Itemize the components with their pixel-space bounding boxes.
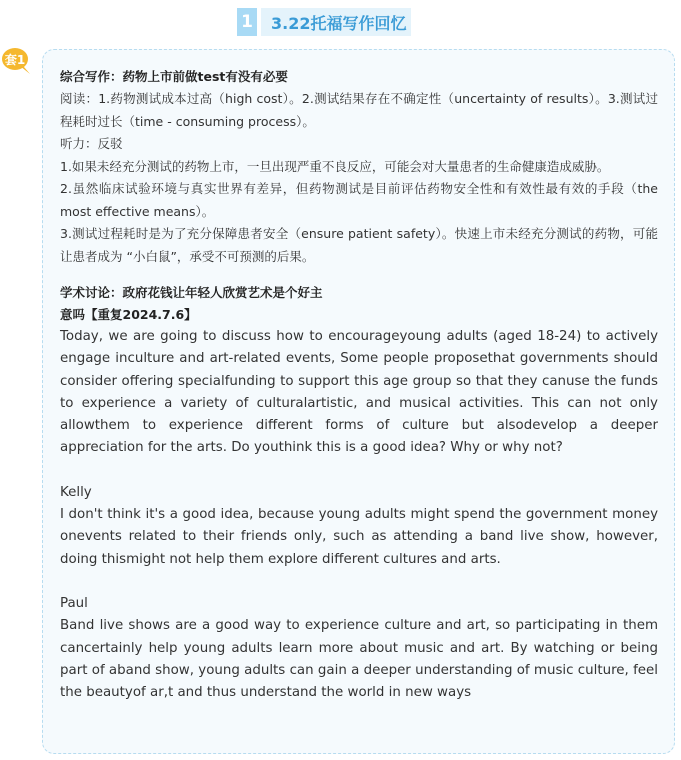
- tab-tag-icon: [0, 46, 32, 76]
- student-name: Kelly: [60, 484, 92, 500]
- integrated-writing-title: 综合写作：药物上市前做test有没有必要: [60, 69, 288, 84]
- student-response: Band live shows are a good way to experience culture and art, so participating in them cancertainly help young adults learn more about music and art. By watching or being part of aband show, young adults can gain a deeper understanding of music culture, feel the beautyof ar,t and thus understand the world in new ways: [60, 618, 658, 701]
- reading-summary: 阅读：1.药物测试成本过高（high cost）。2.测试结果存在不确定性（uncertainty of results）。3.测试过程耗时过长（time - consuming process）。: [60, 91, 658, 129]
- professor-prompt: Today, we are going to discuss how to encourageyoung adults (aged 18-24) to actively engage inculture and art-related events, Some people proposethat governments should consider offering specialfunding to support this age group so that they canuse the funds to experience a variety of culturalartistic, and musical activities. This can not only allowthem to experience different forms of culture but alsodevelop a deeper appreciation for the arts. Do youthink this is a good idea? Why or why not?: [60, 329, 658, 456]
- listening-point: 2.虽然临床试验环境与真实世界有差异，但药物测试是目前评估药物安全性和有效性最有效的手段（the most effective means）。: [60, 181, 658, 219]
- page-title: 3.22托福写作回忆: [261, 8, 411, 36]
- recall-content: [60, 66, 658, 704]
- student-response: I don't think it's a good idea, because young adults might spend the government money onevents related to their friends only, such as attending a band live show, however, doing thismight not help them explore different cultures and arts.: [60, 507, 658, 567]
- listening-point: 1.如果未经充分测试的药物上市，一旦出现严重不良反应，可能会对大量患者的生命健康造成威胁。: [60, 158, 610, 174]
- student-name: Paul: [60, 595, 88, 611]
- page-header: [237, 8, 411, 36]
- academic-discussion-title: 学术讨论：政府花钱让年轻人欣赏艺术是个好主: [60, 285, 323, 300]
- tab-tag-label: 套1: [4, 53, 26, 67]
- listening-label: 听力：反驳: [60, 136, 123, 151]
- academic-discussion-subtitle: 意吗【重复2024.7.6】: [60, 307, 197, 322]
- listening-point: 3.测试过程耗时是为了充分保障患者安全（ensure patient safety）。快速上市未经充分测试的药物，可能让患者成为 “小白鼠”，承受不可预测的后果。: [60, 226, 658, 264]
- section-number-badge: 1: [237, 8, 257, 36]
